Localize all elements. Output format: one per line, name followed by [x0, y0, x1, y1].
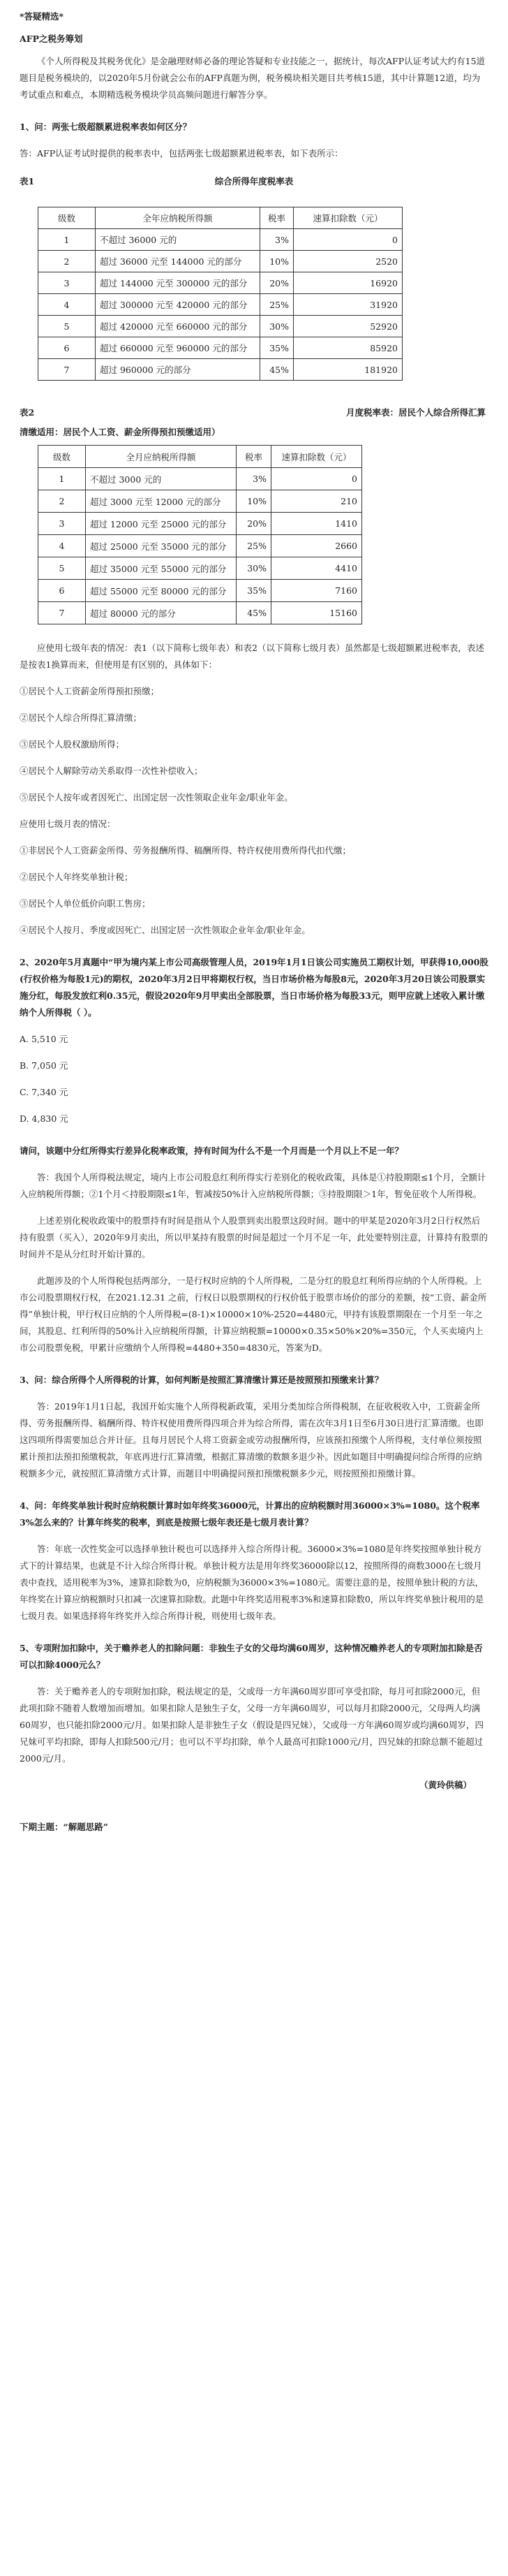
month-table-item: ①非居民个人工资薪金所得、劳务报酬所得、稿酬所得、特许权使用费所得代扣代缴； — [20, 845, 352, 856]
table-header-cell: 全年应纳税所得额 — [96, 207, 260, 229]
month-table-lead: 应使用七级月表的情况： — [20, 819, 116, 829]
table-cell: 超过 35000 元至 55000 元的部分 — [86, 557, 237, 580]
year-table-item: ④居民个人解除劳动关系取得一次性补偿收入； — [20, 766, 203, 776]
table-cell: 2520 — [294, 251, 403, 272]
table-cell: 4410 — [271, 557, 362, 580]
q2-option-a: A. 5,510 元 — [20, 1034, 68, 1044]
section-marker: *答疑精选* — [20, 11, 64, 22]
table-cell: 10% — [260, 251, 294, 272]
q2-option-b: B. 7,050 元 — [20, 1060, 68, 1071]
table-header-cell: 全月应纳税所得额 — [86, 446, 237, 468]
q3-title: 3、问：综合所得个人所得税的计算，如何判断是按照汇算清缴计算还是按照预扣预缴来计算？ — [20, 1375, 384, 1385]
q2-answer-p3: 此题涉及的个人所得税包括两部分，一是行权时应纳的个人所得税，二是分红的股息红利所得应纳的个人所得税。上市公司股票期权行权，在2021.12.31 之前，行权日以股票期权的行权价低于股票市场价的部分的差额，按“工资、薪金所得”单独计税，甲行权日应纳的个人所得税=(8-1)×10000×10%-2520=4480元，甲持有该股票期限在一个月至一年之间，其股息、红利所得的50%计入应纳税所得额，计算应纳税额=10000×0.35×50%×20%=350元，个人买卖境内上市公司股票免税，甲累计应缴纳个人所得税=4480+350=4830元，答案为D。 — [20, 1275, 487, 1353]
year-table-item: ③居民个人股权激励所得； — [20, 739, 125, 749]
q1-answer: 答：AFP认证考试时提供的税率表中，包括两张七级超额累进税率表，如下表所示： — [20, 148, 343, 159]
table-header-cell: 速算扣除数（元） — [294, 207, 403, 229]
article-body — [20, 8, 488, 1836]
table2-caption — [20, 406, 488, 424]
table-row — [38, 580, 362, 602]
table-cell: 2 — [38, 251, 96, 272]
q3-answer: 答：2019年1月1日起，我国开始实施个人所得税新政策，采用分类加综合所得税制，在征收税收入中，工资薪金所得、劳务报酬所得、稿酬所得、特许权使用费所得四项合并为综合所得，需在次年3月1日至6月30日进行汇算清缴。也即这四项所得需要加总合并计征。且每月居民个人将工资薪金或劳动报酬所得，应该预扣预缴个人所得税，支付单位须按照累计预扣法预扣预缴税款，年底再进行汇算清缴，根据汇算清缴的数额多退少补。因此如题目中明确提问综合所得的应纳税额多少元，就按照汇算清缴方式计算，而题目中明确提问预扣预缴税额多少元，则按照预扣预缴计算。 — [20, 1401, 484, 1479]
table-header-cell: 级数 — [38, 446, 86, 468]
q1-title: 1、问：两张七级超额累进税率表如何区分？ — [20, 122, 192, 132]
table-cell: 7160 — [271, 580, 362, 602]
q5-title: 5、专项附加扣除中，关于赡养老人的扣除问题：非独生子女的父母均满60周岁，这种情况赡养老人的专项附加扣除是否可以扣除4000元么？ — [20, 1643, 483, 1670]
table-cell: 2660 — [271, 535, 362, 557]
month-table-item: ②居民个人年终奖单独计税； — [20, 872, 133, 882]
table-cell: 30% — [237, 557, 271, 580]
q2-option-d: D. 4,830 元 — [20, 1113, 68, 1124]
q2-option-c: C. 7,340 元 — [20, 1087, 68, 1097]
table-cell: 10% — [237, 490, 271, 513]
table-cell: 超过 300000 元至 420000 元的部分 — [96, 294, 260, 316]
table-cell: 超过 660000 元至 960000 元的部分 — [96, 337, 260, 359]
q2-answer-p1: 答：我国个人所得税法规定，境内上市公司股息红利所得实行差别化的税收政策，具体是①持股期限≤1个月，全额计入应纳税所得额；②1个月＜持股期限≤1年，暂减按50%计入应纳税所得额；③持股期限＞1年，暂免征收个人所得税。 — [20, 1172, 486, 1199]
q2-answer-p2: 上述差别化税收政策中的股票持有时间是指从个人股票到卖出股票这段时间。题中的甲某是2020年3月2日行权然后持有股票（买入），2020年9月卖出，所以甲某持有股票的时间是超过一个月不足一年，此处要特别注意，计算持有股票的时间并不是从分红时开始计算的。 — [20, 1215, 488, 1259]
year-table-item: ⑤居民个人按年或者因死亡、出国定居一次性领取企业年金/职业年金。 — [20, 792, 293, 803]
monthly-tax-rate-table — [38, 445, 362, 624]
table-cell: 85920 — [294, 337, 403, 359]
table-cell: 5 — [38, 316, 96, 337]
table-cell: 超过 12000 元至 25000 元的部分 — [86, 513, 237, 535]
table-cell: 45% — [237, 602, 271, 624]
q4-title: 4、问：年终奖单独计税时应纳税额计算时如年终奖36000元，计算出的应纳税额时用36000×3%=1080。这个税率3%怎么来的？计算年终奖的税率，到底是按照七级年表还是七级月表计算？ — [20, 1500, 480, 1528]
month-table-item: ④居民个人按月、季度或因死亡、出国定居一次性领取企业年金/职业年金。 — [20, 925, 311, 935]
table-row — [38, 490, 362, 513]
intro-paragraph: 《个人所得税及其税务优化》是金融理财师必备的理论答疑和专业技能之一，据统计，每次AFP认证考试大约有15道题目是税务模块的，以2020年5月份就会公布的AFP真题为例，税务模块相关题目共考核15道，其中计算题12道，均为考试重点和难点，本期精选税务模块学员高频问题进行解答分享。 — [20, 56, 486, 100]
table-cell: 20% — [260, 272, 294, 294]
table-row — [38, 557, 362, 580]
table-cell: 超过 3000 元至 12000 元的部分 — [86, 490, 237, 513]
table-row — [38, 251, 403, 272]
q4-answer: 答：年底一次性奖金可以选择单独计税也可以选择并入综合所得计税。36000×3%=1080是年终奖按照单独计税方式下的计算结果，也就是不计入综合所得计税。单独计税方法是用年终奖36000除以12，按照所得的商数3000在七级月表中查找，适用税率为3%，速算扣除数为0，应纳税额为36000×3%=1080元。需要注意的是，按照单独计税的方法，年终奖在计算应纳税额时只扣减一次速算扣除数。此题中年终奖适用税率3%和速算扣除数0，所以年终奖单独计税用的是七级月表。如果选择将年终奖并入综合所得计税，则使用七级年表。 — [20, 1544, 484, 1621]
next-topic: 下期主题：“解题思路” — [20, 1822, 108, 1832]
table-row — [38, 468, 362, 490]
table-cell: 超过 144000 元至 300000 元的部分 — [96, 272, 260, 294]
table-row — [38, 272, 403, 294]
q5-answer: 答：关于赡养老人的专项附加扣除，税法规定的是，父或母一方年满60周岁即可享受扣除，每月可扣除2000元，但此项扣除不随着人数增加而增加。如果扣除人是独生子女，父母一方年满60周岁，可以每月扣除2000元，父母两人均满60周岁，也只能扣除2000元/月。如果扣除人是非独生子女（假设是四兄妹），父或母一方年满60周岁或均满60周岁，四兄妹可平均扣除，即每人扣除500元/月；也可以不平均扣除，单个人最高可扣除1000元/月，四兄妹的扣除总额不能超过2000元/月。 — [20, 1686, 484, 1764]
table-cell: 25% — [260, 294, 294, 316]
table1-label: 表1 — [20, 176, 35, 186]
table2-title: 月度税率表：居民个人综合所得汇算 — [345, 407, 486, 418]
table-cell: 25% — [237, 535, 271, 557]
year-table-item: ①居民个人工资薪金所得预扣预缴； — [20, 686, 160, 696]
table-cell: 不超过 3000 元的 — [86, 468, 237, 490]
year-table-item: ②居民个人综合所得汇算清缴； — [20, 712, 142, 723]
table1-caption — [20, 172, 488, 190]
table-cell: 1 — [38, 468, 86, 490]
table-cell: 4 — [38, 294, 96, 316]
table-cell: 超过 25000 元至 35000 元的部分 — [86, 535, 237, 557]
annual-tax-rate-table — [38, 207, 403, 381]
table2-scope: 清缴适用：居民个人工资、薪金所得预扣预缴适用） — [20, 427, 221, 437]
q2-question: 请问，该题中分红所得实行差异化税率政策，持有时间为什么不是一个月而是一个月以上不足一年？ — [20, 1146, 404, 1156]
table-cell: 超过 960000 元的部分 — [96, 359, 260, 381]
table-cell: 5 — [38, 557, 86, 580]
table-cell: 不超过 36000 元的 — [96, 229, 260, 251]
table-cell: 15160 — [271, 602, 362, 624]
month-table-item: ③居民个人单位低价向职工售房； — [20, 898, 151, 909]
table-row — [38, 359, 403, 381]
table-header-cell: 级数 — [38, 207, 96, 229]
table-row — [38, 535, 362, 557]
table-header-row — [38, 207, 403, 229]
table-cell: 20% — [237, 513, 271, 535]
table-cell: 超过 80000 元的部分 — [86, 602, 237, 624]
table-row — [38, 602, 362, 624]
table-row — [38, 337, 403, 359]
table-cell: 3 — [38, 513, 86, 535]
table-cell: 0 — [294, 229, 403, 251]
table-row — [38, 316, 403, 337]
table-cell: 7 — [38, 359, 96, 381]
author-signature: （黄玲供稿） — [419, 1780, 472, 1790]
table-header-row — [38, 446, 362, 468]
table-usage-paragraph: 应使用七级年表的情况：表1（以下简称七级年表）和表2（以下简称七级月表）虽然都是七级超额累进税率表，表述是按表1换算而来，但使用是有区别的，具体如下： — [20, 643, 484, 670]
table-header-cell: 速算扣除数（元） — [271, 446, 362, 468]
table1-title: 综合所得年度税率表 — [214, 176, 294, 186]
table-cell: 35% — [237, 580, 271, 602]
table-cell: 3% — [260, 229, 294, 251]
table-cell: 16920 — [294, 272, 403, 294]
table-cell: 35% — [260, 337, 294, 359]
table-cell: 1410 — [271, 513, 362, 535]
table-cell: 3 — [38, 272, 96, 294]
table-cell: 超过 55000 元至 80000 元的部分 — [86, 580, 237, 602]
table-header-cell: 税率 — [237, 446, 271, 468]
table-cell: 4 — [38, 535, 86, 557]
table-cell: 30% — [260, 316, 294, 337]
table-row — [38, 294, 403, 316]
table-header-cell: 税率 — [260, 207, 294, 229]
table-cell: 45% — [260, 359, 294, 381]
table-cell: 181920 — [294, 359, 403, 381]
table-cell: 7 — [38, 602, 86, 624]
table-cell: 超过 420000 元至 660000 元的部分 — [96, 316, 260, 337]
table-cell: 1 — [38, 229, 96, 251]
table-cell: 6 — [38, 337, 96, 359]
table-cell: 210 — [271, 490, 362, 513]
table-cell: 31920 — [294, 294, 403, 316]
table-cell: 52920 — [294, 316, 403, 337]
table-cell: 6 — [38, 580, 86, 602]
table-cell: 0 — [271, 468, 362, 490]
article-subtitle: AFP之税务筹划 — [20, 34, 83, 44]
table2-label: 表2 — [20, 407, 35, 418]
table-cell: 2 — [38, 490, 86, 513]
q2-title: 2、2020年5月真题中“甲为境内某上市公司高级管理人员，2019年1月1日该公司实施员工期权计划，甲获得10,000股(行权价格为每股1元)的期权，2020年3月2日甲将期权行权，当日市场价格为每股8元，2020年3月20日该公司股票实施分红，每股发放红利0.35元，假设2020年9月甲卖出全部股票，当日市场价格为每股33元，则甲应就上述收入累计缴纳个人所得税（ ）。 — [20, 957, 488, 1018]
table-cell: 超过 36000 元至 144000 元的部分 — [96, 251, 260, 272]
table-row — [38, 513, 362, 535]
table-cell: 3% — [237, 468, 271, 490]
table-row — [38, 229, 403, 251]
